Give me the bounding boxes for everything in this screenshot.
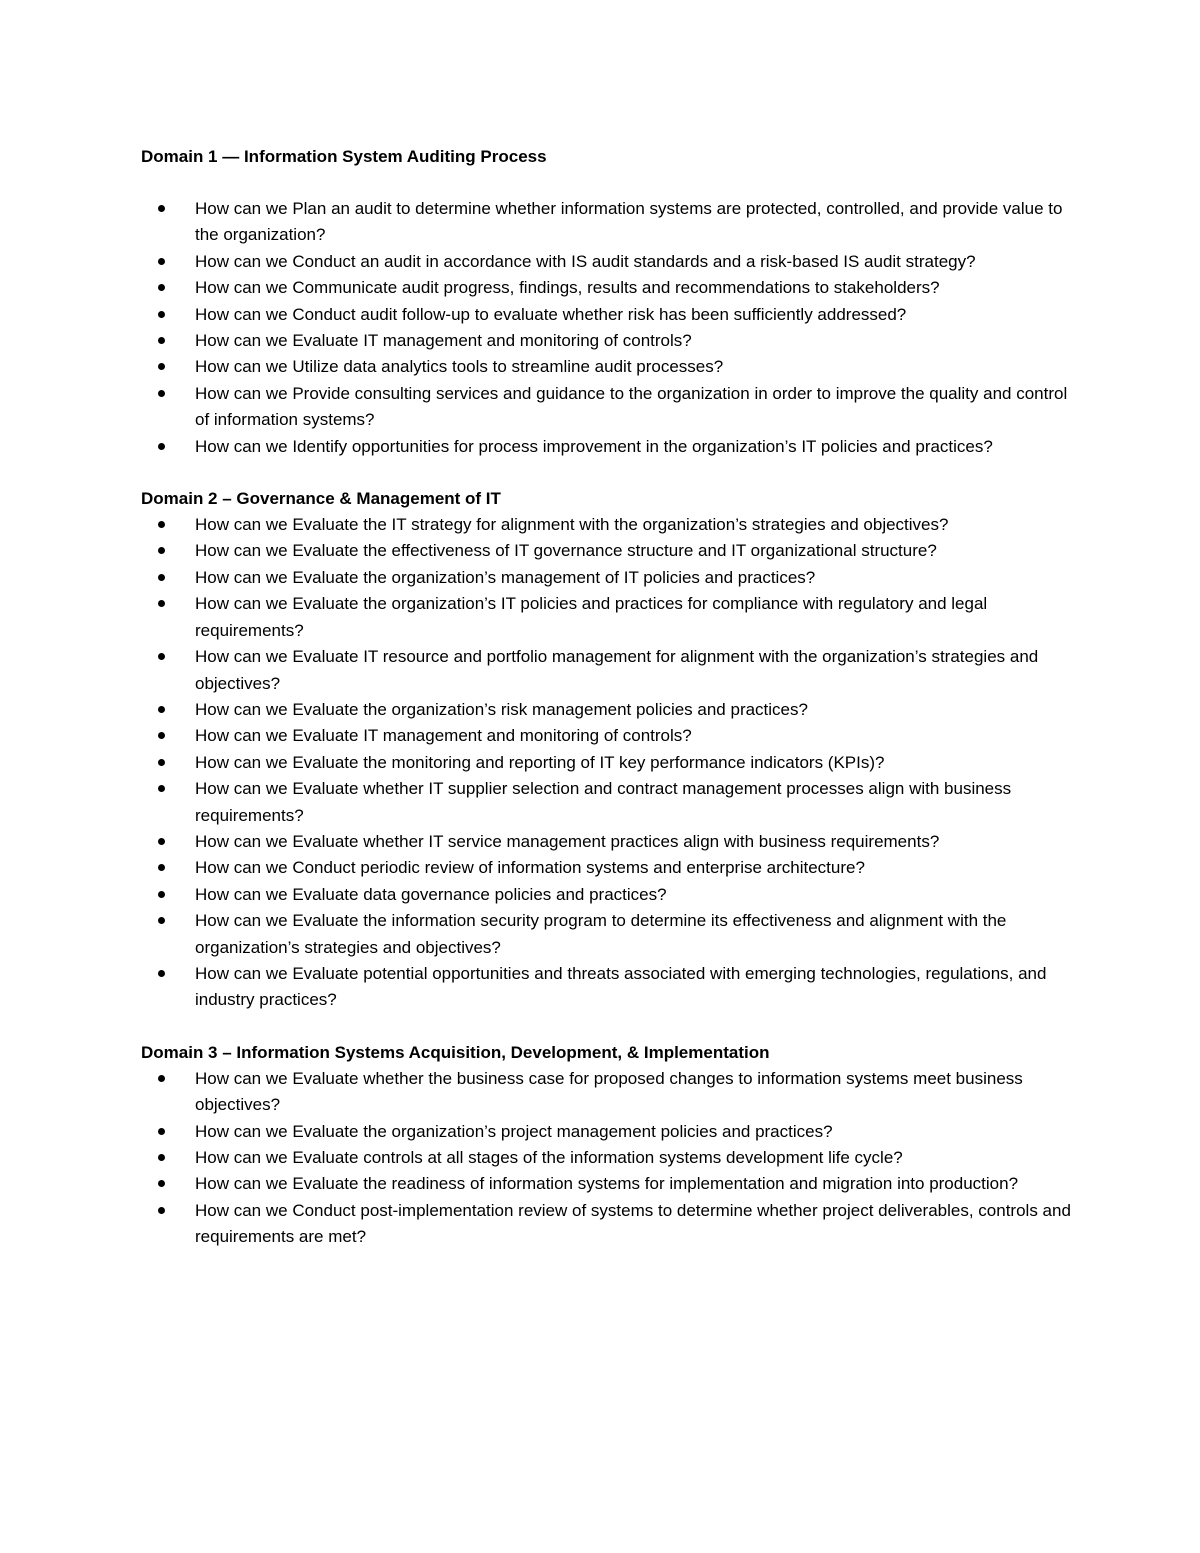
list-item-text: How can we Evaluate IT management and monitoring of controls? bbox=[195, 331, 692, 351]
list-item bbox=[141, 1171, 1071, 1197]
bullet-icon bbox=[158, 574, 165, 581]
list-item bbox=[141, 750, 1071, 776]
list-item bbox=[141, 1198, 1071, 1251]
list-item-text: How can we Evaluate the IT strategy for alignment with the organization’s strategies and objectives? bbox=[195, 515, 949, 535]
list-item-text: How can we Evaluate whether the business case for proposed changes to information systems meet business objectives? bbox=[195, 1068, 1023, 1115]
list-item-text: How can we Evaluate IT management and monitoring of controls? bbox=[195, 726, 692, 746]
bullet-icon bbox=[158, 785, 165, 792]
list-item bbox=[141, 723, 1071, 749]
list-item bbox=[141, 249, 1071, 275]
bullet-icon bbox=[158, 653, 165, 660]
list-item-text: How can we Communicate audit progress, findings, results and recommendations to stakeholders? bbox=[195, 278, 940, 298]
list-item bbox=[141, 354, 1071, 380]
bullet-icon bbox=[158, 600, 165, 607]
list-item-text: How can we Conduct periodic review of information systems and enterprise architecture? bbox=[195, 858, 865, 878]
bullet-icon bbox=[158, 547, 165, 554]
list-item bbox=[141, 275, 1071, 301]
bullet-icon bbox=[158, 917, 165, 924]
list-item bbox=[141, 302, 1071, 328]
bullet-icon bbox=[158, 970, 165, 977]
list-item-text: How can we Plan an audit to determine whether information systems are protected, controlled, and provide value to the organization? bbox=[195, 199, 1063, 245]
list-item bbox=[141, 829, 1071, 855]
bullet-icon bbox=[158, 1207, 165, 1214]
domain-heading: Domain 1 — Information System Auditing Process bbox=[141, 147, 547, 166]
list-item-text: How can we Evaluate the organization’s risk management policies and practices? bbox=[195, 699, 808, 719]
bullet-icon bbox=[158, 838, 165, 845]
list-item-text: How can we Evaluate potential opportunities and threats associated with emerging technologies, regulations, and industry practices? bbox=[195, 963, 1047, 1010]
bullet-icon bbox=[158, 1180, 165, 1187]
list-item bbox=[141, 512, 1071, 538]
list-item-text: How can we Evaluate whether IT supplier selection and contract management processes align with business requirements? bbox=[195, 779, 1012, 825]
bullet-icon bbox=[158, 1154, 165, 1161]
list-item-text: How can we Evaluate the readiness of information systems for implementation and migration into production? bbox=[195, 1174, 1019, 1194]
list-item-text: How can we Evaluate data governance policies and practices? bbox=[195, 884, 667, 904]
list-item-text: How can we Provide consulting services and guidance to the organization in order to improve the quality and control of information systems? bbox=[195, 383, 1068, 430]
list-item bbox=[141, 1145, 1071, 1171]
list-item bbox=[141, 1119, 1071, 1145]
bullet-icon bbox=[158, 732, 165, 739]
list-item bbox=[141, 538, 1071, 564]
list-item-text: How can we Utilize data analytics tools to streamline audit processes? bbox=[195, 357, 724, 377]
bullet-icon bbox=[158, 284, 165, 291]
list-item-text: How can we Evaluate the information security program to determine its effectiveness and alignment with the organization’s strategies and objectives? bbox=[195, 911, 1007, 957]
bullet-icon bbox=[158, 1075, 165, 1082]
list-item bbox=[141, 908, 1071, 961]
bullet-icon bbox=[158, 258, 165, 265]
list-item-text: How can we Conduct post-implementation review of systems to determine whether project deliverables, controls and requirements are met? bbox=[195, 1200, 1071, 1247]
bullet-icon bbox=[158, 521, 165, 528]
list-item-text: How can we Evaluate the monitoring and reporting of IT key performance indicators (KPIs)? bbox=[195, 752, 885, 772]
question-list bbox=[141, 512, 1071, 1014]
list-item-text: How can we Conduct audit follow-up to evaluate whether risk has been sufficiently addressed? bbox=[195, 304, 907, 324]
list-item bbox=[141, 565, 1071, 591]
bullet-icon bbox=[158, 363, 165, 370]
list-item-text: How can we Evaluate the organization’s IT policies and practices for compliance with regulatory and legal requirements? bbox=[195, 594, 988, 640]
list-item-text: How can we Evaluate whether IT service management practices align with business requirements? bbox=[195, 831, 940, 851]
list-item bbox=[141, 328, 1071, 354]
list-item bbox=[141, 961, 1071, 1014]
bullet-icon bbox=[158, 759, 165, 766]
list-item-text: How can we Evaluate the organization’s project management policies and practices? bbox=[195, 1121, 833, 1141]
bullet-icon bbox=[158, 1128, 165, 1135]
domain-section-3 bbox=[141, 1040, 1071, 1251]
list-item-text: How can we Identify opportunities for process improvement in the organization’s IT policies and practices? bbox=[195, 436, 993, 456]
bullet-icon bbox=[158, 864, 165, 871]
domain-heading: Domain 2 – Governance & Management of IT bbox=[141, 489, 501, 509]
list-item-text: How can we Evaluate controls at all stages of the information systems development life cycle? bbox=[195, 1148, 903, 1167]
list-item bbox=[141, 381, 1071, 434]
bullet-icon bbox=[158, 337, 165, 344]
list-item bbox=[141, 644, 1071, 697]
list-item bbox=[141, 1066, 1071, 1119]
domain-heading: Domain 3 – Information Systems Acquisition, Development, & Implementation bbox=[141, 1042, 770, 1062]
bullet-icon bbox=[158, 390, 165, 397]
domain-section-1 bbox=[141, 144, 1071, 460]
list-item-text: How can we Conduct an audit in accordance with IS audit standards and a risk-based IS audit strategy? bbox=[195, 251, 976, 271]
bullet-icon bbox=[158, 311, 165, 318]
list-item bbox=[141, 591, 1071, 644]
list-item bbox=[141, 855, 1071, 881]
bullet-icon bbox=[158, 706, 165, 713]
list-item-text: How can we Evaluate IT resource and portfolio management for alignment with the organization’s strategies and objectives? bbox=[195, 647, 1039, 693]
list-item bbox=[141, 776, 1071, 829]
list-item bbox=[141, 697, 1071, 723]
question-list bbox=[141, 196, 1071, 460]
list-item bbox=[141, 196, 1071, 249]
bullet-icon bbox=[158, 205, 165, 212]
list-item-text: How can we Evaluate the effectiveness of IT governance structure and IT organizational structure? bbox=[195, 541, 937, 561]
question-list bbox=[141, 1066, 1071, 1251]
document-content bbox=[141, 144, 1071, 1277]
list-item bbox=[141, 882, 1071, 908]
bullet-icon bbox=[158, 891, 165, 898]
list-item-text: How can we Evaluate the organization’s management of IT policies and practices? bbox=[195, 567, 816, 587]
domain-section-2 bbox=[141, 486, 1071, 1014]
list-item bbox=[141, 434, 1071, 460]
bullet-icon bbox=[158, 443, 165, 450]
